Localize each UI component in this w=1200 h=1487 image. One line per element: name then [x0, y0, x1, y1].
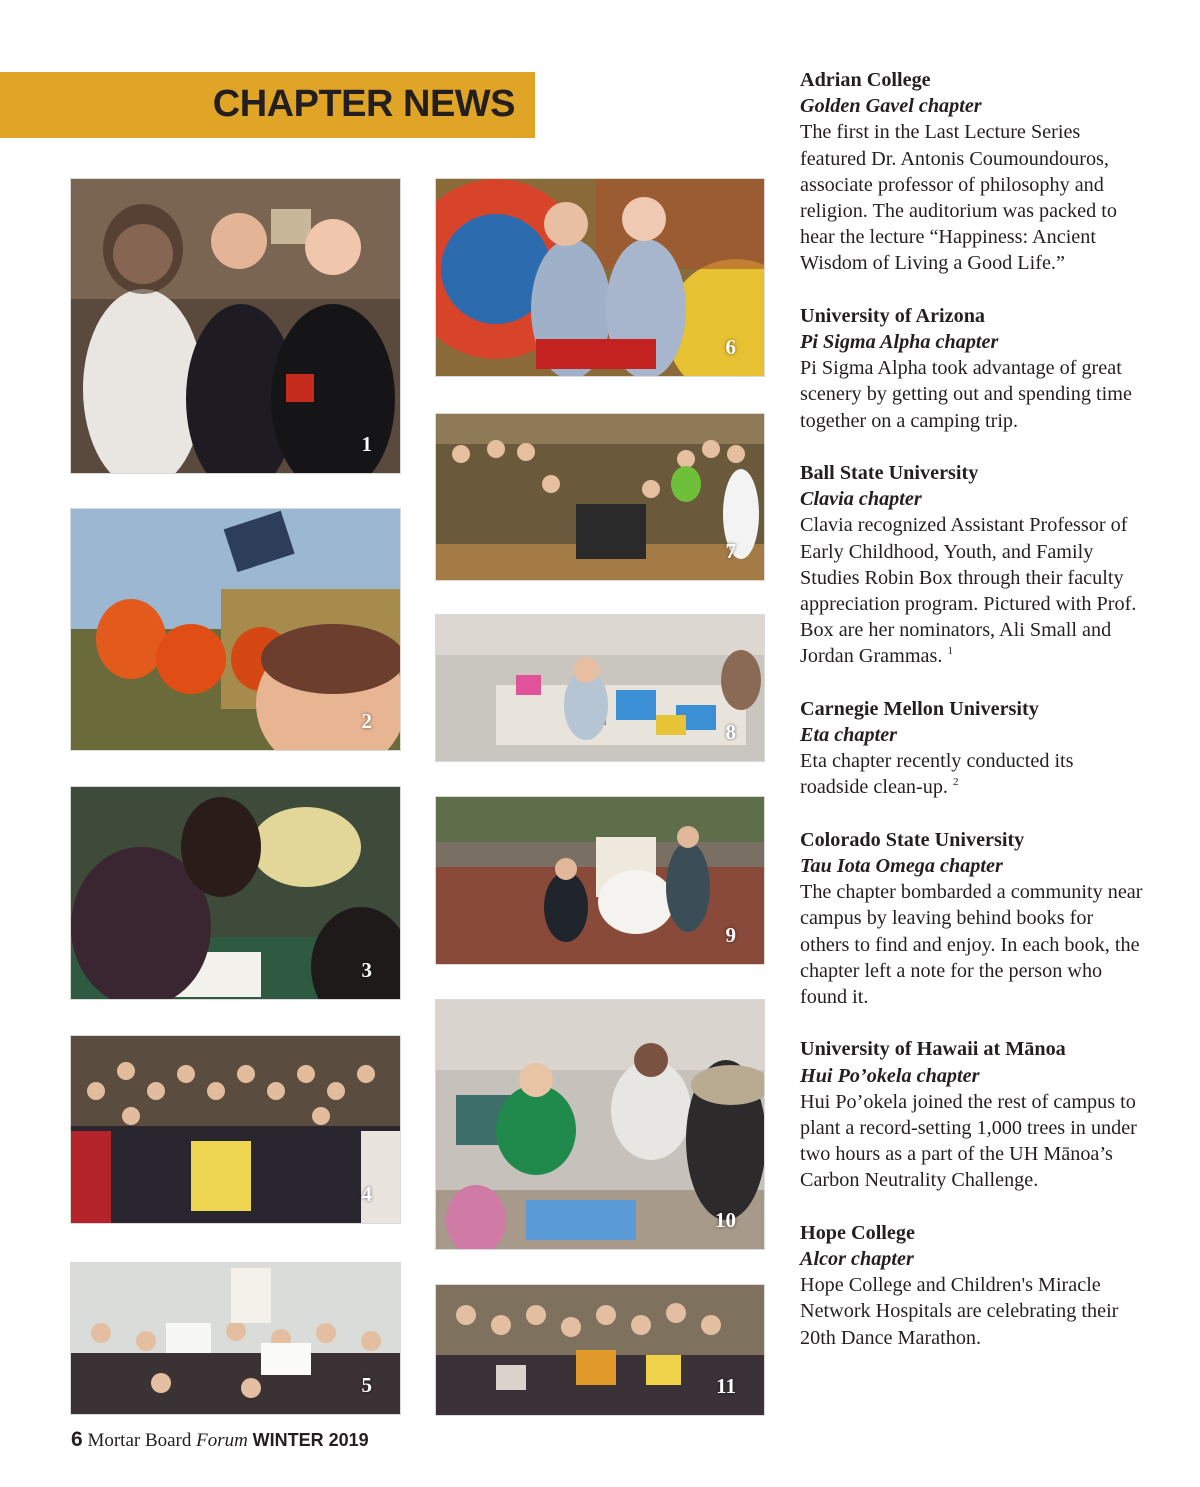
article-school: Adrian College — [800, 69, 931, 91]
photo-7-image — [436, 414, 764, 580]
issue-label: WINTER 2019 — [252, 1430, 369, 1450]
photo-4 — [71, 1036, 400, 1223]
article-body: Hope College and Children's Miracle Network Hospitals are celebrating their 20th Dance Marathon. — [800, 1274, 1119, 1349]
article-school: University of Hawaii at Mānoa — [800, 1038, 1066, 1061]
photo-number: 9 — [725, 923, 736, 947]
photo-11-image — [436, 1285, 764, 1415]
photo-number: 11 — [716, 1374, 736, 1398]
photo-number: 1 — [361, 432, 372, 456]
photo-reference: 2 — [953, 776, 959, 789]
photo-10 — [436, 1000, 764, 1249]
article-university-of-hawaii — [800, 1036, 1145, 1193]
photo-9-image — [436, 797, 764, 964]
article-body: Clavia recognized Assistant Professor of Early Childhood, Youth, and Family Studies Robin Box through their faculty appreciation program. Pictured with Prof. Box are her nominators, Ali Small and Jordan Grammas. — [800, 514, 1137, 668]
article-adrian-college — [800, 67, 1145, 277]
page-number: 6 — [71, 1428, 83, 1451]
article-carnegie-mellon-university — [800, 696, 1145, 801]
photo-9 — [436, 797, 764, 964]
page-footer — [71, 1428, 369, 1452]
photo-4-image — [71, 1036, 400, 1223]
photo-3-image — [71, 787, 400, 999]
photo-number: 2 — [361, 709, 372, 733]
photo-number: 3 — [361, 958, 372, 982]
article-body: Pi Sigma Alpha took advantage of great scenery by getting out and spending time together on a camping trip. — [800, 357, 1132, 432]
publication-name: Mortar Board — [87, 1430, 192, 1451]
photo-2-image — [71, 509, 400, 750]
photo-number: 8 — [725, 720, 736, 744]
photo-number: 10 — [715, 1208, 736, 1232]
photo-number: 7 — [725, 539, 736, 563]
article-chapter: Alcor chapter — [800, 1248, 914, 1271]
photo-1-image — [71, 179, 400, 473]
chapter-news-articles — [800, 67, 1145, 1377]
page-title: CHAPTER NEWS — [212, 83, 515, 125]
article-school: University of Arizona — [800, 304, 986, 327]
photo-2 — [71, 509, 400, 750]
article-chapter: Eta chapter — [800, 724, 898, 747]
article-colorado-state-university — [800, 827, 1145, 1010]
photo-5 — [71, 1263, 400, 1414]
photo-11 — [436, 1285, 764, 1415]
photo-1 — [71, 179, 400, 473]
article-chapter: Tau Iota Omega chapter — [800, 855, 1003, 878]
chapter-news-banner — [0, 72, 535, 138]
article-school: Carnegie Mellon University — [800, 697, 1039, 720]
photo-8-image — [436, 615, 764, 761]
article-chapter: Golden Gavel chapter — [800, 95, 982, 118]
publication-name-italic: Forum — [196, 1430, 248, 1451]
photo-number: 6 — [725, 335, 736, 359]
article-body: The first in the Last Lecture Series featured Dr. Antonis Coumoundouros, associate professor of philosophy and religion. The auditorium was packed to hear the lecture “Happiness: Ancient Wisdom of Living a Good Life.” — [800, 121, 1117, 275]
photo-3 — [71, 787, 400, 999]
article-school: Colorado State University — [800, 828, 1025, 851]
photo-number: 5 — [361, 1373, 372, 1397]
article-body: Hui Po’okela joined the rest of campus to plant a record-setting 1,000 trees in under two hours as a part of the UH Mānoa’s Carbon Neutrality Challenge. — [800, 1090, 1137, 1192]
article-university-of-arizona — [800, 303, 1145, 434]
photo-5-image — [71, 1263, 400, 1414]
photo-reference: 1 — [947, 645, 953, 658]
photo-8 — [436, 615, 764, 761]
article-school: Ball State University — [800, 462, 979, 485]
photo-6 — [436, 179, 764, 376]
article-body: Eta chapter recently conducted its roadside clean-up. — [800, 750, 1074, 799]
article-chapter: Pi Sigma Alpha chapter — [800, 331, 999, 354]
photo-7 — [436, 414, 764, 580]
article-chapter: Hui Po’okela chapter — [800, 1064, 980, 1087]
article-hope-college — [800, 1220, 1145, 1351]
photo-6-image — [436, 179, 764, 376]
article-chapter: Clavia chapter — [800, 488, 922, 511]
article-school: Hope College — [800, 1221, 915, 1244]
photo-number: 4 — [361, 1182, 372, 1206]
article-ball-state-university — [800, 460, 1145, 670]
article-body: The chapter bombarded a community near campus by leaving behind books for others to find and enjoy. In each book, the chapter left a note for the person who found it. — [800, 881, 1143, 1009]
